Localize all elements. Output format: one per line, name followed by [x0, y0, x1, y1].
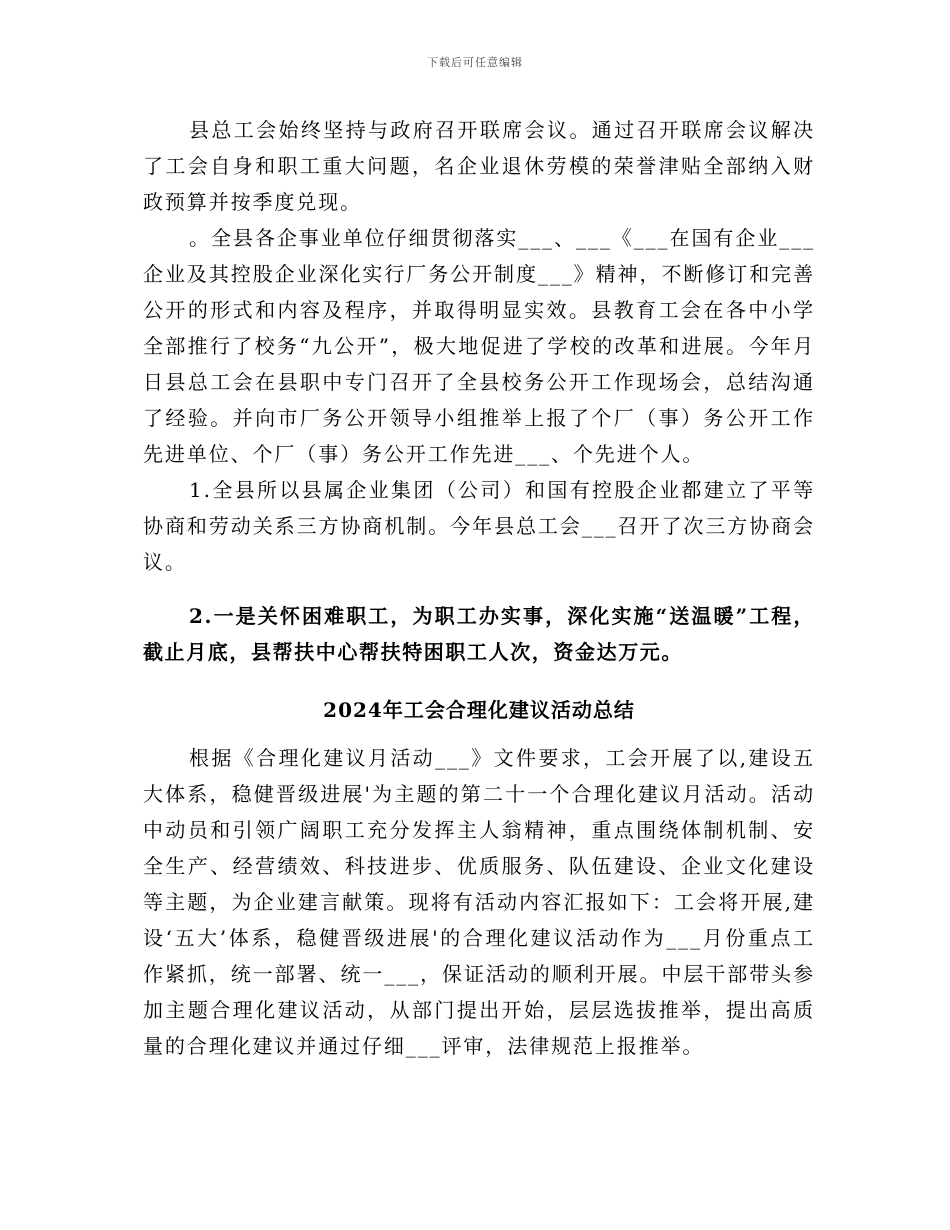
summary-paragraph: 根据《合理化建议月活动___》文件要求，工会开展了以,建设五大体系，稳健晋级进展'为主题的第二十一个合理化建议月活动。活动中动员和引领广阔职工充分发挥主人翁精神，重点围绕体制机制、安全生产、经营绩效、科技进步、优质服务、队伍建设、企业文化建设等主题，为企业建言献策。现将有活动内容汇报如下：工会将开展,建设‘五大’体系，稳健晋级进展'的合理化建议活动作为___月份重点工作紧抓，统一部署、统一___，保证活动的顺利开展。中层干部带头参加主题合理化建议活动，从部门提出开始，层层选拔推举，提出高质量的合理化建议并通过仔细___评审，法律规范上报推举。	[143, 746, 815, 1058]
section-title: 2024年工会合理化建议活动总结	[323, 698, 635, 722]
page-header-note: 下载后可任意编辑	[427, 56, 523, 69]
paragraph-1: 县总工会始终坚持与政府召开联席会议。通过召开联席会议解决了工会自身和职工重大问题，名企业退休劳模的荣誉津贴全部纳入财政预算并按季度兑现。	[143, 118, 815, 214]
paragraph-4-bold: 2.一是关怀困难职工，为职工办实事，深化实施“送温暖”工程，截止月底，县帮扶中心帮扶特困职工人次，资金达万元。	[143, 604, 815, 664]
paragraph-2: 。全县各企事业单位仔细贯彻落实___、___《___在国有企业___企业及其控股企业深化实行厂务公开制度___》精神，不断修订和完善公开的形式和内容及程序，并取得明显实效。县教育工会在各中小学全部推行了校务“九公开”，极大地促进了学校的改革和进展。今年月日县总工会在县职中专门召开了全县校务公开工作现场会，总结沟通了经验。并向市厂务公开领导小组推举上报了个厂（事）务公开工作先进单位、个厂（事）务公开工作先进___、个先进个人。	[143, 226, 815, 466]
document-body	[143, 112, 815, 1064]
paragraph-3: 1.全县所以县属企业集团（公司）和国有控股企业都建立了平等协商和劳动关系三方协商机制。今年县总工会___召开了次三方协商会议。	[143, 478, 815, 574]
